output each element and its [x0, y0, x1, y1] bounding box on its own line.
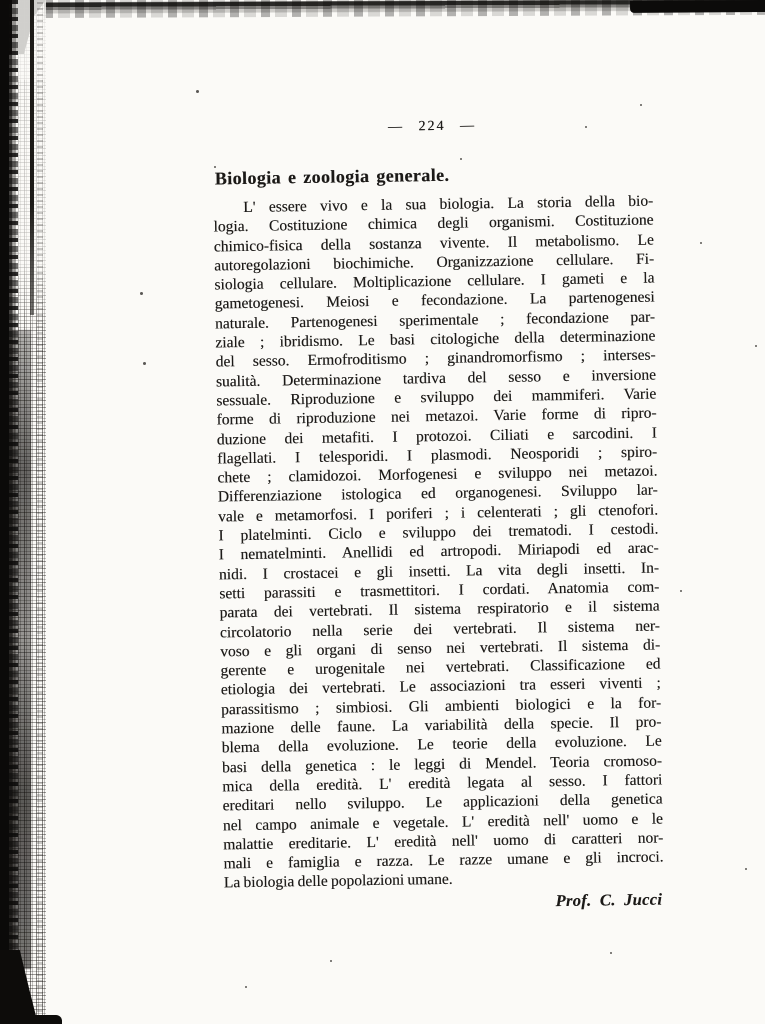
scan-top-right-blob [630, 0, 765, 13]
body-line: autoregolazioni biochimiche. Organizzazione cellulare. Fi- [213, 250, 655, 275]
body-line: basi della genetica : le leggi di Mendel. Teoria cromoso- [221, 752, 663, 777]
paper-speck [196, 90, 199, 93]
body-line: forme di riproduzione nei metazoi. Varie forme di ripro- [216, 404, 657, 429]
page-number: — 224 — [387, 118, 477, 135]
body-line: sessuale. Riproduzione e sviluppo dei mammiferi. Varie [216, 385, 657, 410]
body-line: I nematelminti. Anellidi ed artropodi. Miriapodi ed arac- [218, 539, 659, 564]
body-line: Differenziazione istologica ed organogenesi. Sviluppo lar- [217, 481, 658, 506]
body-line: La biologia delle popolazioni umane. [223, 871, 453, 892]
body-line: setti parassiti e trasmettitori. I cordati. Anatomia com- [219, 578, 660, 603]
body-line: mica della eredità. L' eredità legata al sesso. I fattori [222, 771, 663, 796]
scan-gutter-fade [12, 0, 46, 340]
body-line: logia. Costituzione chimica degli organismi. Costituzione [213, 211, 654, 236]
scan-gutter-shadow [8, 330, 31, 969]
body-line: nel campo animale e vegetale. L' eredità nell' uomo e le [222, 809, 663, 834]
scan-gutter-texture [12, 0, 46, 1024]
scan-corner-blob-topleft [0, 0, 46, 54]
body-line: ereditari nello sviluppo. Le applicazioni della genetica [222, 790, 663, 815]
paper-speck [610, 952, 612, 954]
scan-binding-fringe [9, 0, 18, 1024]
body-line: etiologia dei vertebrati. Le associazioni tra esseri viventi ; [220, 674, 661, 699]
body-line: chete ; clamidozoi. Morfogenesi e sviluppo nei metazoi. [217, 462, 658, 487]
scan-binding-edge [0, 0, 16, 1024]
body-line: circolatorio nella serie dei vertebrati. Il sistema ner- [219, 617, 660, 641]
paper-speck [745, 868, 747, 870]
body-line: malattie ereditarie. L' eredità nell' uomo di caratteri nor- [223, 829, 664, 854]
body-line: parata dei vertebrati. Il sistema respiratorio e il sistema [219, 597, 660, 622]
paper-speck [140, 292, 143, 295]
body-line: gerente e urogenitale nei vertebrati. Classificazione ed [220, 655, 661, 680]
body-line: del sesso. Ermofroditismo ; ginandromorfismo ; interses- [215, 346, 656, 371]
page-content [210, 0, 664, 916]
body-line: duzione dei metafiti. I protozoi. Ciliati e sarcodini. I [216, 424, 657, 449]
paper-speck [700, 242, 702, 244]
paper-speck [680, 590, 682, 592]
paper-speck [330, 960, 332, 962]
body-line: vale e metamorfosi. I poriferi ; i celenterati ; gli ctenofori. [217, 501, 659, 526]
scan-corner-blob-bottomleft [0, 950, 38, 1024]
paper-speck [755, 345, 757, 347]
body-line: I platelminti. Ciclo e sviluppo dei trematodi. I cestodi. [218, 520, 659, 545]
body-line: naturale. Partenogenesi sperimentale ; fecondazione par- [214, 308, 656, 333]
body-line: flagellati. I telesporidi. I plasmodi. Neosporidi ; spiro- [217, 443, 658, 468]
scan-bottom-edge-mark [0, 1015, 62, 1024]
body-line: L' essere vivo e la sua biologia. La storia della bio- [243, 192, 654, 217]
scan-gutter-line [30, 0, 34, 315]
course-description [213, 192, 664, 894]
paper-speck [143, 362, 146, 365]
body-line: mali e famiglia e razza. Le razze umane e gli incroci. [223, 848, 664, 873]
professor-signature: Prof. C. Jucci [555, 889, 663, 910]
scan-gutter-dots [37, 0, 43, 1024]
body-line: voso e gli organi di senso nei vertebrati. Il sistema di- [220, 636, 661, 661]
body-line: ziale ; ibridismo. Le basi citologiche della determinazione [215, 327, 656, 352]
paper-speck [245, 986, 247, 988]
body-line: chimico-fisica della sostanza vivente. Il metabolismo. Le [213, 231, 654, 256]
body-line: blema della evoluzione. Le teorie della evoluzione. Le [221, 732, 662, 757]
body-line: siologia cellulare. Moltiplicazione cellulare. I gameti e la [214, 269, 655, 294]
body-line: parassitismo ; simbiosi. Gli ambienti biologici e la for- [220, 694, 662, 719]
section-heading: Biologia e zoologia generale. [214, 164, 450, 189]
body-line: mazione delle faune. La variabilità della specie. Il pro- [221, 713, 662, 738]
body-line: nidi. I crostacei e gli insetti. La vita degli insetti. In- [218, 559, 660, 584]
body-line: gametogenesi. Meiosi e fecondazione. La partenogenesi [214, 289, 655, 313]
body-line: sualità. Determinazione tardiva del sesso e inversione [215, 366, 657, 391]
